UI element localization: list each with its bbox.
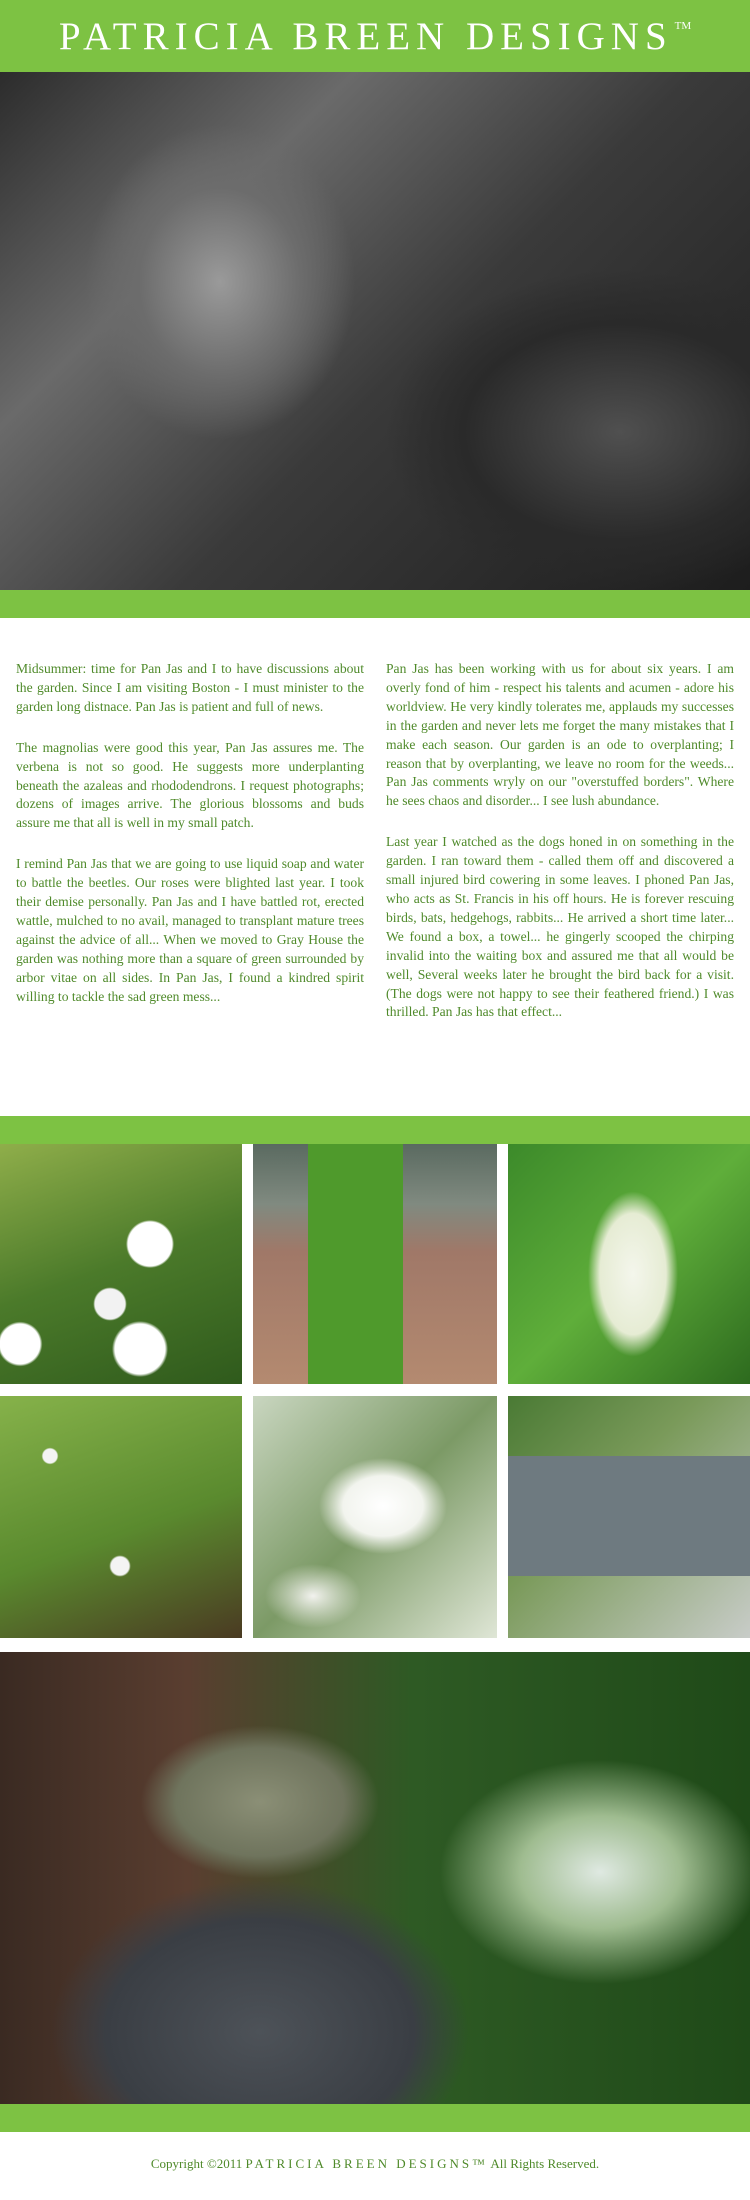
article-paragraph: I remind Pan Jas that we are going to use liquid soap and water to battle the beetles. Our roses were blighted last year. I took their demise personally. Pan Jas and I have battled rot, erected wattle, mulched to no avail, managed to transplant mature trees against the advice of all... When we moved to Gray House the garden was nothing more than a square of green surrounded by arbor vitae on all sides. In Pan Jas, I found a kindred spirit willing to tackle the sad green mess...	[16, 856, 364, 1004]
trademark-mark: TM	[674, 19, 692, 32]
copyright-suffix: All Rights Reserved.	[490, 2156, 600, 2171]
article-paragraph: Pan Jas has been working with us for about six years. I am overly fond of him - respect his talents and acumen - adore his worldview. He very kindly tolerates me, applauds my successes in the garden and never lets me forget the many mistakes that I make each season. Our garden is an ode to overplanting; I reason that by overplanting, we leave no room for the weeds... Pan Jas comments wryly on our "overstuffed borders". Where he sees chaos and disorder... I see lush abundance.	[386, 661, 734, 809]
article	[16, 660, 734, 1090]
article-paragraph: The magnolias were good this year, Pan Jas assures me. The verbena is not so good. He suggests more underplanting beneath the azaleas and rhododendrons. I request photographs; dozens of images arrive. The glorious blossoms and buds assure me that all is well in my small patch.	[16, 739, 364, 831]
article-paragraph: Last year I watched as the dogs honed in on something in the garden. I ran toward them - called them off and discovered a small injured bird cowering in some leaves. I phoned Pan Jas, who acts as St. Francis in his off hours. He is forever rescuing birds, bats, hedgehogs, rabbits... He arrived a short time later... We found a box, a towel... he gingerly scooped the chirping invalid into the waiting box and assured me that all would be well, Several weeks later he brought the bird back for a visit. (The dogs were not happy to see their feathered friend.) I was thrilled. Pan Jas has that effect...	[386, 834, 734, 1020]
daisies-photo	[0, 1144, 242, 1384]
article-left-column	[16, 660, 364, 1090]
white-lilac-photo	[508, 1144, 750, 1384]
brick-garden-path-photo	[253, 1144, 497, 1384]
brand-logo[interactable]	[59, 14, 691, 59]
site-header	[0, 0, 750, 72]
copyright-prefix: Copyright ©2011	[150, 2156, 243, 2171]
garden-planter-photo	[508, 1396, 750, 1638]
article-paragraph: Midsummer: time for Pan Jas and I to have discussions about the garden. Since I am visiting Boston - I must minister to the garden long distnace. Pan Jas is patient and full of news.	[16, 661, 364, 714]
brand-name: PATRICIA BREEN DESIGNS	[58, 14, 673, 58]
divider-bar-middle	[0, 1116, 750, 1144]
hero-photo	[0, 72, 750, 590]
white-flowering-shrub-photo	[0, 1396, 242, 1638]
man-with-bird-watering-garden-photo	[0, 1652, 750, 2104]
footer-brand: PATRICIA BREEN DESIGNS™	[245, 2156, 488, 2171]
article-right-column	[386, 660, 734, 1090]
divider-bar-top	[0, 590, 750, 618]
footer-copyright	[0, 2156, 750, 2186]
white-alyssum-photo	[253, 1396, 497, 1638]
divider-bar-bottom	[0, 2104, 750, 2132]
